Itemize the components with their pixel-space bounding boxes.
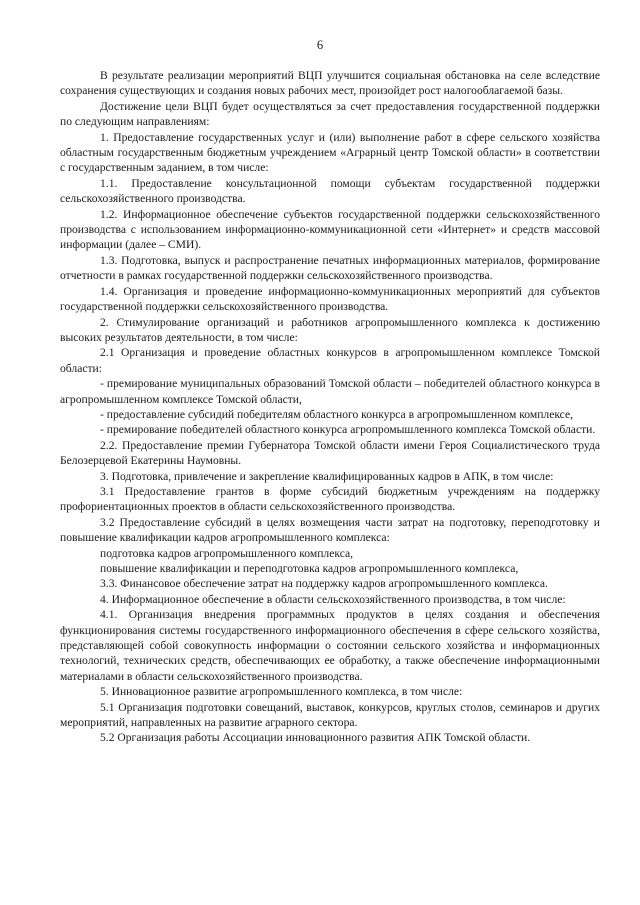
paragraph: 3.2 Предоставление субсидий в целях возмещения части затрат на подготовку, переподготовку и повышение квалификации кадров агропромышленного комплекса: bbox=[60, 515, 600, 545]
paragraph: 1.4. Организация и проведение информационно-коммуникационных мероприятий для субъектов государственной поддержки сельскохозяйственного производства. bbox=[60, 284, 600, 314]
paragraph: 2.1 Организация и проведение областных конкурсов в агропромышленном комплексе Томской области: bbox=[60, 346, 600, 375]
paragraph: 1.1. Предоставление консультационной помощи субъектам государственной поддержки сельскохозяйственного производства. bbox=[60, 176, 600, 206]
paragraph: 1.2. Информационное обеспечение субъектов государственной поддержки сельскохозяйственного производства с использованием информационно-коммуникационной сети «Интернет» и средств массовой информации (далее – СМИ). bbox=[60, 207, 600, 252]
paragraph: 1. Предоставление государственных услуг и (или) выполнение работ в сфере сельского хозяйства областным государственным бюджетным учреждением «Аграрный центр Томской области» в соответствии с государственным заданием, в том числе: bbox=[60, 130, 600, 175]
paragraph: повышение квалификации и переподготовка кадров агропромышленного комплекса, bbox=[100, 562, 519, 575]
document-body bbox=[60, 68, 600, 746]
paragraph: 5. Инновационное развитие агропромышленного комплекса, в том числе: bbox=[100, 685, 463, 699]
paragraph: - предоставление субсидий победителям областного конкурса в агропромышленном комплексе, bbox=[100, 407, 574, 421]
paragraph: 5.2 Организация работы Ассоциации инновационного развития АПК Томской области. bbox=[100, 731, 531, 745]
paragraph: 3.1 Предоставление грантов в форме субсидий бюджетным учреждениям на поддержку профориентационных проектов в области сельскохозяйственного производства. bbox=[60, 484, 600, 514]
paragraph: 3. Подготовка, привлечение и закрепление квалифицированных кадров в АПК, в том числе: bbox=[100, 469, 554, 483]
paragraph: - премирование муниципальных образований Томской области – победителей областного конкурса в агропромышленном комплексе Томской области, bbox=[60, 377, 600, 406]
paragraph: 3.3. Финансовое обеспечение затрат на поддержку кадров агропромышленного комплекса. bbox=[100, 577, 548, 591]
paragraph: 2. Стимулирование организаций и работников агропромышленного комплекса к достижению высоких результатов деятельности, в том числе: bbox=[60, 315, 600, 344]
paragraph: 4.1. Организация внедрения программных продуктов в целях создания и обеспечения функционирования системы государственного информационного обеспечения в сфере сельского хозяйства, представляющей собой совокупность информации о состоянии сельского хозяйства и информационных технологий, технических средств, обеспечивающих ее обработку, а также обеспечение информационными материалами в области сельскохозяйственного производства. bbox=[60, 608, 600, 683]
paragraph: 2.2. Предоставление премии Губернатора Томской области имени Героя Социалистического труда Белозерцевой Екатерины Наумовны. bbox=[60, 438, 600, 468]
paragraph: подготовка кадров агропромышленного комплекса, bbox=[100, 546, 354, 560]
paragraph: В результате реализации мероприятий ВЦП улучшится социальная обстановка на селе вследствие сохранения существующих и создания новых рабочих мест, произойдет рост налогооблагаемой базы. bbox=[60, 69, 600, 98]
paragraph: - премирование победителей областного конкурса агропромышленного комплекса Томской области. bbox=[100, 423, 596, 437]
paragraph: 1.3. Подготовка, выпуск и распространение печатных информационных материалов, формирование отчетности в рамках государственной поддержки сельскохозяйственного производства. bbox=[60, 253, 600, 283]
paragraph: 4. Информационное обеспечение в области сельскохозяйственного производства, в том числе: bbox=[100, 592, 566, 606]
paragraph: 5.1 Организация подготовки совещаний, выставок, конкурсов, круглых столов, семинаров и других мероприятий, направленных на развитие аграрного сектора. bbox=[60, 700, 600, 730]
page-number: 6 bbox=[316, 38, 324, 52]
paragraph: Достижение цели ВЦП будет осуществляться за счет предоставления государственной поддержки по следующим направлениям: bbox=[60, 99, 600, 129]
